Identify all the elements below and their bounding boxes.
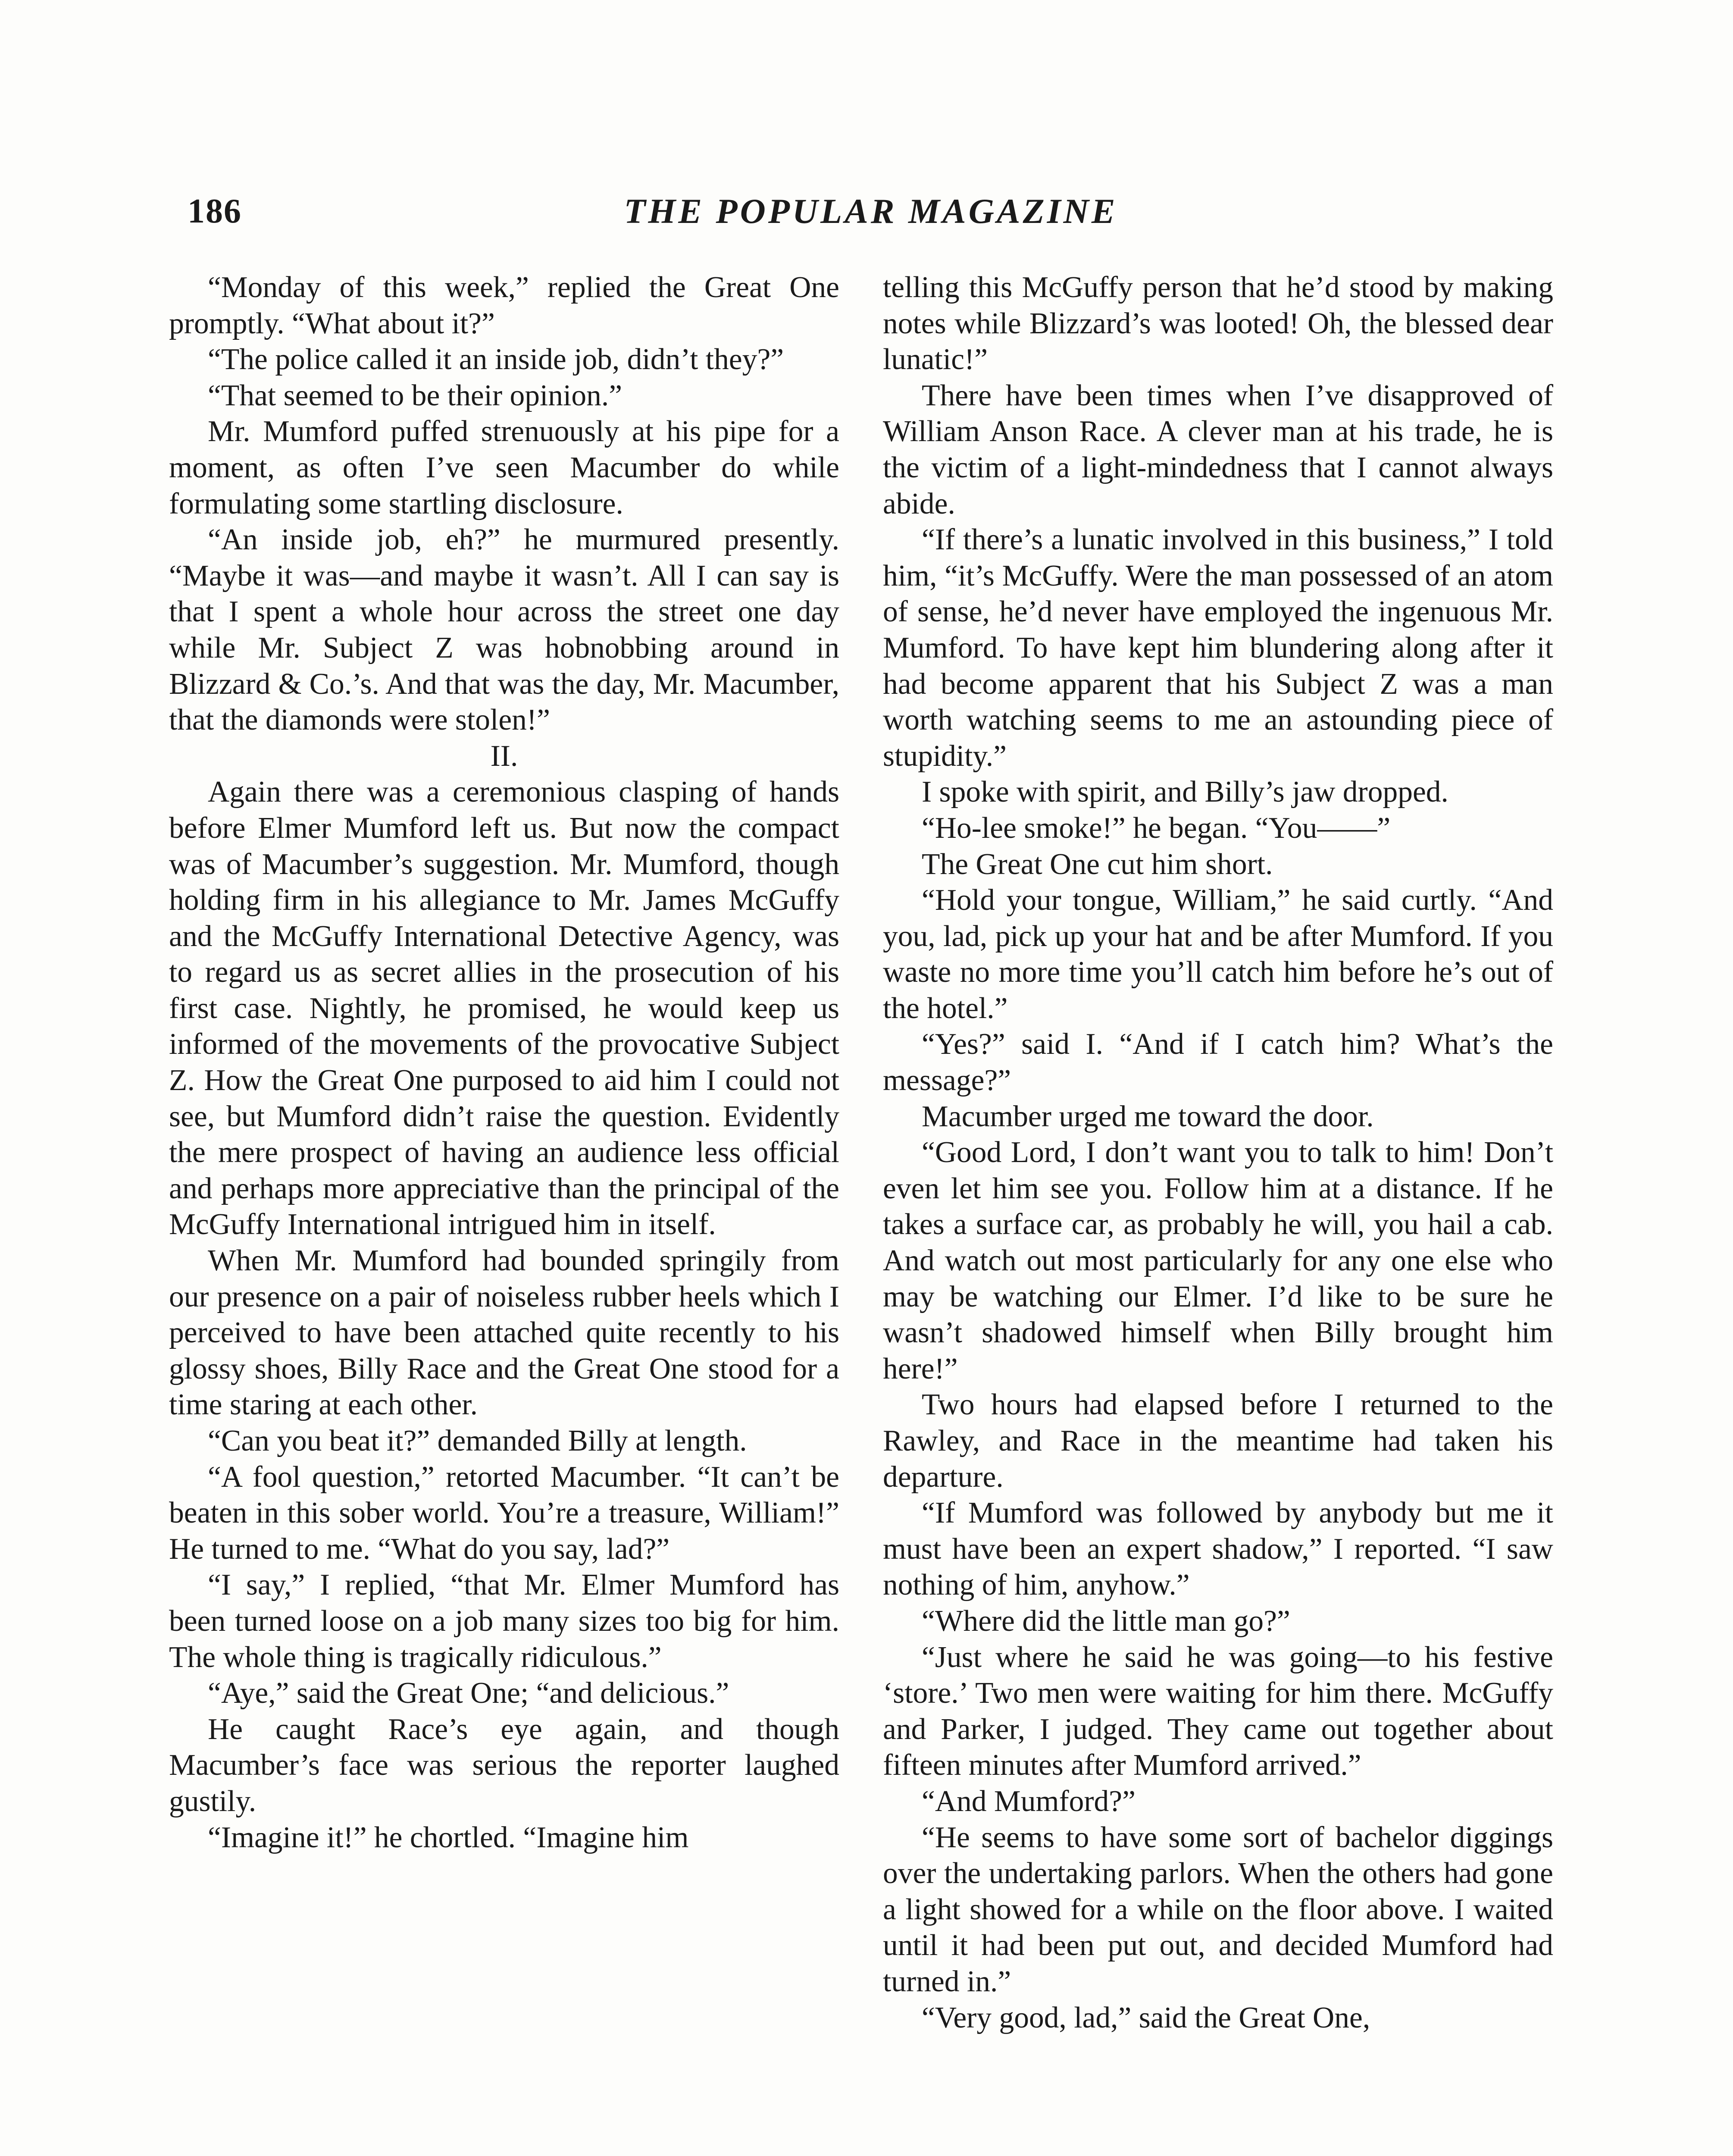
paragraph: Two hours had elapsed before I returned to the Rawley, and Race in the meantime had taken his departure. <box>883 1388 1553 1494</box>
paragraph: “Ho-lee smoke!” he began. “You——” <box>922 811 1391 845</box>
paragraph-continued: telling this McGuffy person that he’d stood by making notes while Blizzard’s was looted! Oh, the blessed dear lunatic!” <box>883 271 1553 376</box>
paragraph: “Hold your tongue, William,” he said curtly. “And you, lad, pick up your hat and be after Mumford. If you waste no more time you’ll catch him before he’s out of the hotel.” <box>883 884 1553 1025</box>
paragraph: “Aye,” said the Great One; “and delicious.” <box>208 1677 729 1710</box>
paragraph: He caught Race’s eye again, and though Macumber’s face was serious the reporter laughed gustily. <box>169 1712 839 1818</box>
paragraph: “Where did the little man go?” <box>922 1604 1290 1638</box>
section-number: II. <box>490 739 518 773</box>
page-number: 186 <box>188 192 242 230</box>
paragraph: “Good Lord, I don’t want you to talk to him! Don’t even let him see you. Follow him at a distance. If he takes a surface car, as probably he will, you hail a cab. And watch out most particularly for any one else who may be watching our Elmer. I’d like to be sure he wasn’t shadowed himself when Billy brought him here!” <box>883 1136 1553 1385</box>
paragraph: “I say,” I replied, “that Mr. Elmer Mumford has been turned loose on a job many sizes too big for him. The whole thing is tragically ridiculous.” <box>169 1568 839 1674</box>
paragraph: “Imagine it!” he chortled. “Imagine him <box>208 1821 689 1854</box>
paragraph: “Just where he said he was going—to his festive ‘store.’ Two men were waiting for him there. McGuffy and Parker, I judged. They came out together about fifteen minutes after Mumford arrived.” <box>883 1640 1553 1782</box>
paragraph: Macumber urged me toward the door. <box>922 1100 1374 1133</box>
paragraph: “And Mumford?” <box>922 1784 1136 1818</box>
paragraph: The Great One cut him short. <box>922 847 1273 881</box>
paragraph: “If Mumford was followed by anybody but me it must have been an expert shadow,” I reported. “I saw nothing of him, anyhow.” <box>883 1496 1553 1602</box>
paragraph: “An inside job, eh?” he murmured presently. “Maybe it was—and maybe it wasn’t. All I can say is that I spent a whole hour across the street one day while Mr. Subject Z was hobnobbing around in Blizzard & Co.’s. And that was the day, Mr. Macumber, that the diamonds were stolen!” <box>169 523 839 737</box>
paragraph: “A fool question,” retorted Macumber. “It can’t be beaten in this sober world. You’re a treasure, William!” He turned to me. “What do you say, lad?” <box>169 1460 839 1566</box>
paragraph: “Monday of this week,” replied the Great One promptly. “What about it?” <box>169 271 839 340</box>
right-column <box>883 270 1553 2036</box>
paragraph: “Yes?” said I. “And if I catch him? What’s the message?” <box>883 1028 1553 1097</box>
paragraph: “He seems to have some sort of bachelor diggings over the undertaking parlors. When the others had gone a light showed for a while on the floor above. I waited until it had been put out, and decided Mumford had turned in.” <box>883 1821 1553 1998</box>
paragraph: “If there’s a lunatic involved in this business,” I told him, “it’s McGuffy. Were the man possessed of an atom of sense, he’d never have employed the ingenuous Mr. Mumford. To have kept him blundering along after it had become apparent that his Subject Z was a man worth watching seems to me an astounding piece of stupidity.” <box>883 523 1553 773</box>
paragraph: “The police called it an inside job, didn’t they?” <box>208 343 784 376</box>
paragraph: I spoke with spirit, and Billy’s jaw dropped. <box>922 775 1448 809</box>
paragraph: There have been times when I’ve disapproved of William Anson Race. A clever man at his trade, he is the victim of a light-mindedness that I cannot always abide. <box>883 379 1553 520</box>
paragraph: “That seemed to be their opinion.” <box>208 379 623 412</box>
paragraph: Mr. Mumford puffed strenuously at his pipe for a moment, as often I’ve seen Macumber do while formulating some startling disclosure. <box>169 415 839 520</box>
paragraph: “Can you beat it?” demanded Billy at length. <box>208 1424 747 1457</box>
running-head-title: THE POPULAR MAGAZINE <box>624 191 1118 231</box>
page-header <box>188 185 1554 237</box>
paragraph: When Mr. Mumford had bounded springily from our presence on a pair of noiseless rubber heels which I perceived to have been attached quite recently to his glossy shoes, Billy Race and the Great One stood for a time staring at each other. <box>169 1244 839 1422</box>
left-column <box>169 270 839 1855</box>
paragraph: Again there was a ceremonious clasping of hands before Elmer Mumford left us. But now the compact was of Macumber’s suggestion. Mr. Mumford, though holding firm in his allegiance to Mr. James McGuffy and the McGuffy International Detective Agency, was to regard us as secret allies in the prosecution of his first case. Nightly, he promised, he would keep us informed of the movements of the provocative Subject Z. How the Great One purposed to aid him I could not see, but Mumford didn’t raise the question. Evidently the mere prospect of having an audience less official and perhaps more appreciative than the principal of the McGuffy International intrigued him in itself. <box>169 775 839 1241</box>
paragraph: “Very good, lad,” said the Great One, <box>922 2001 1370 2034</box>
